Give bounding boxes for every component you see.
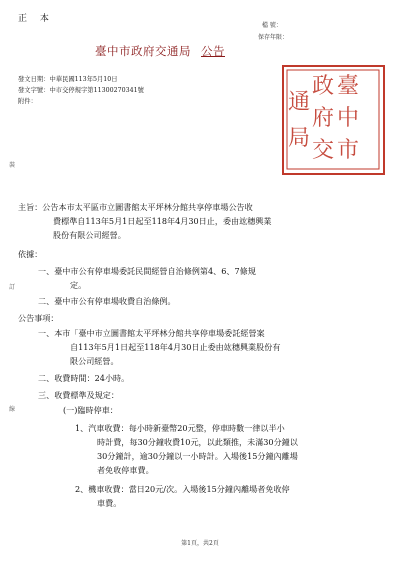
binding-mark-1: 裝 (9, 162, 16, 169)
notice-2-line-1: 二、收費時間：24小時。 (38, 373, 130, 383)
page-number: 第1頁，共2頁 (181, 540, 219, 547)
notice-1-line-2: 自113年5月1日起至118年4月30日止委由竑穗興業股份有 (70, 342, 281, 352)
basis-1-line-2: 定。 (70, 280, 87, 290)
notice-1-line-3: 限公司經營。 (70, 356, 119, 366)
basis-2-line-1: 二、臺中市公有停車場收費自治條例。 (38, 296, 176, 306)
item-2-line-2: 車費。 (97, 498, 122, 508)
agency-name: 臺中市政府交通局 (95, 44, 191, 58)
item-2-line-1: 2、機車收費：當日20元/次。入場後15分鐘內離場者免收停 (75, 484, 290, 494)
seal-glyph-8: 局 (288, 126, 311, 151)
item-1-line-3: 30分鐘計，逾30分鐘以一小時計。入場後15分鐘內離場 (97, 451, 298, 461)
subject-line-1: 主旨：公告本市太平區市立圖書館太平坪林分館共享停車場公告收 (18, 202, 253, 212)
seal-glyph-6: 交 (312, 138, 335, 163)
seal-glyph-2: 中 (337, 106, 360, 131)
item-1-line-4: 者免收停車費。 (97, 465, 154, 475)
item-1-line-2: 時計費，每30分鐘收費10元，以此類推，未滿30分鐘以 (97, 437, 298, 447)
sub-heading: (一)臨時停車： (63, 405, 118, 415)
agency-title (95, 43, 225, 59)
copy-mark: 正 本 (18, 14, 54, 24)
seal-glyph-3: 市 (337, 138, 360, 163)
item-1-line-1: 1、汽車收費：每小時新臺幣20元整，停車時數一律以半小 (75, 423, 285, 433)
subject-line-2: 費標準自113年5月1日起至118年4月30日止，委由竑穗興業 (53, 216, 272, 226)
doc-type: 公告 (201, 44, 225, 58)
official-seal (282, 65, 385, 175)
binding-mark-2: 訂 (9, 284, 16, 291)
basis-heading: 依據： (18, 249, 43, 259)
notice-heading: 公告事項： (18, 313, 59, 323)
subject-line-3: 股份有限公司經營。 (53, 230, 126, 240)
retention-label: 保存年限： (258, 34, 289, 41)
attachments: 附件： (18, 98, 37, 105)
issue-number: 發文字號：中市交停規字第11300270341號 (18, 87, 144, 94)
notice-1-line-1: 一、本市「臺中市立圖書館太平坪林分館共享停車場委託經營案 (38, 328, 265, 338)
seal-glyph-7: 通 (288, 90, 311, 115)
seal-glyph-4: 政 (312, 74, 335, 99)
seal-glyph-1: 臺 (337, 74, 360, 99)
basis-1-line-1: 一、臺中市公有停車場委託民間經營自治條例第4、6、7條規 (38, 266, 256, 276)
seal-glyph-5: 府 (312, 106, 335, 131)
binding-mark-3: 線 (9, 406, 16, 413)
notice-3-line-1: 三、收費標準及規定： (38, 390, 119, 400)
issue-date: 發文日期：中華民國113年5月10日 (18, 76, 118, 83)
file-number-label: 檔 號： (262, 22, 282, 29)
